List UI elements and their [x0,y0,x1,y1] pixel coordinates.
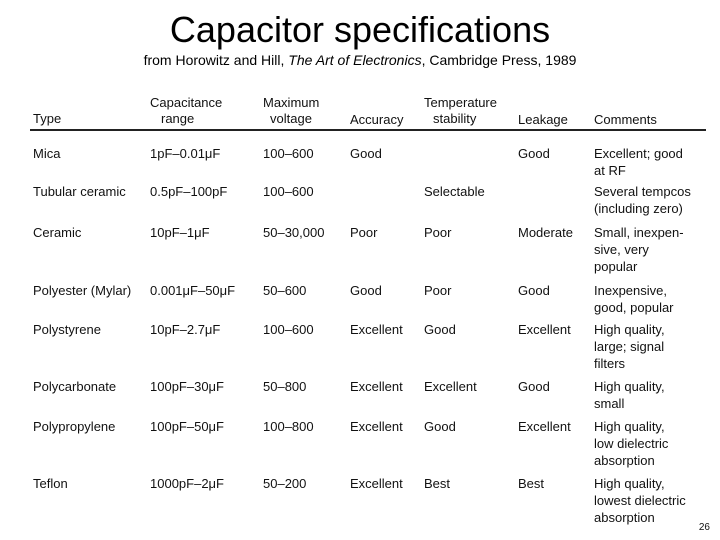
header-capacitance-line2: range [161,111,195,126]
header-capacitance-line1: Capacitance [150,95,223,110]
cell-type: Polycarbonate [33,379,117,394]
cell-type: Mica [33,146,61,161]
subtitle-suffix: , Cambridge Press, 1989 [421,52,577,68]
subtitle-book-title: The Art of Electronics [288,52,422,68]
header-accuracy: Accuracy [350,112,404,127]
cell-type: Tubular ceramic [33,184,126,199]
cell-comments: absorption [594,453,655,468]
cell-leakage: Excellent [518,419,571,434]
cell-type: Polystyrene [33,322,101,337]
cell-accuracy: Excellent [350,419,403,434]
cell-accuracy: Excellent [350,322,403,337]
header-voltage-line2: voltage [270,111,312,126]
cell-comments: High quality, [594,379,665,394]
header-leakage: Leakage [518,112,568,127]
slide-title: Capacitor specifications [169,9,551,50]
cell-comments: good, popular [594,300,674,315]
cell-capacitance: 10pF–2.7μF [150,322,221,337]
cell-temp: Selectable [424,184,485,199]
cell-comments: High quality, [594,322,665,337]
cell-temp: Poor [424,283,452,298]
cell-voltage: 100–600 [263,184,314,199]
cell-leakage: Good [518,379,550,394]
cell-comments: High quality, [594,419,665,434]
cell-type: Ceramic [33,225,82,240]
cell-accuracy: Excellent [350,476,403,491]
cell-comments: absorption [594,510,655,525]
cell-capacitance: 0.5pF–100pF [150,184,228,199]
cell-capacitance: 1000pF–2μF [150,476,224,491]
cell-comments: High quality, [594,476,665,491]
cell-comments: at RF [594,163,626,178]
cell-comments: Excellent; good [594,146,683,161]
cell-comments: small [594,396,625,411]
cell-comments: Inexpensive, [594,283,667,298]
cell-leakage: Good [518,146,550,161]
subtitle-prefix: from Horowitz and Hill, [143,52,289,68]
cell-comments: lowest dielectric [594,493,686,508]
header-temp-line1: Temperature [424,95,497,110]
cell-voltage: 50–800 [263,379,307,394]
cell-type: Polyester (Mylar) [33,283,132,298]
cell-leakage: Moderate [518,225,573,240]
cell-accuracy: Good [350,146,382,161]
cell-comments: low dielectric [594,436,669,451]
cell-comments: large; signal [594,339,665,354]
cell-temp: Good [424,322,456,337]
cell-voltage: 100–600 [263,146,314,161]
header-voltage-line1: Maximum [263,95,320,110]
cell-comments: sive, very [594,242,649,257]
cell-capacitance: 1pF–0.01μF [150,146,221,161]
header-comments: Comments [594,112,657,127]
cell-temp: Best [424,476,451,491]
cell-comments: popular [594,259,638,274]
cell-accuracy: Excellent [350,379,403,394]
cell-voltage: 100–600 [263,322,314,337]
cell-voltage: 50–200 [263,476,307,491]
header-temp-line2: stability [433,111,477,126]
cell-comments: filters [594,356,626,371]
cell-voltage: 50–600 [263,283,307,298]
header-divider [30,129,706,131]
cell-capacitance: 10pF–1μF [150,225,210,240]
cell-temp: Good [424,419,456,434]
header-type: Type [33,111,62,126]
cell-accuracy: Poor [350,225,378,240]
cell-capacitance: 0.001μF–50μF [150,283,236,298]
cell-comments: (including zero) [594,201,683,216]
cell-voltage: 100–800 [263,419,314,434]
cell-capacitance: 100pF–30μF [150,379,224,394]
cell-capacitance: 100pF–50μF [150,419,224,434]
page-number: 26 [698,522,710,533]
cell-leakage: Best [518,476,545,491]
cell-temp: Excellent [424,379,477,394]
cell-comments: Several tempcos [594,184,691,199]
cell-temp: Poor [424,225,452,240]
cell-voltage: 50–30,000 [263,225,325,240]
cell-type: Polypropylene [33,419,116,434]
cell-accuracy: Good [350,283,382,298]
cell-comments: Small, inexpen- [594,225,684,240]
cell-leakage: Excellent [518,322,571,337]
cell-leakage: Good [518,283,550,298]
cell-type: Teflon [33,476,68,491]
